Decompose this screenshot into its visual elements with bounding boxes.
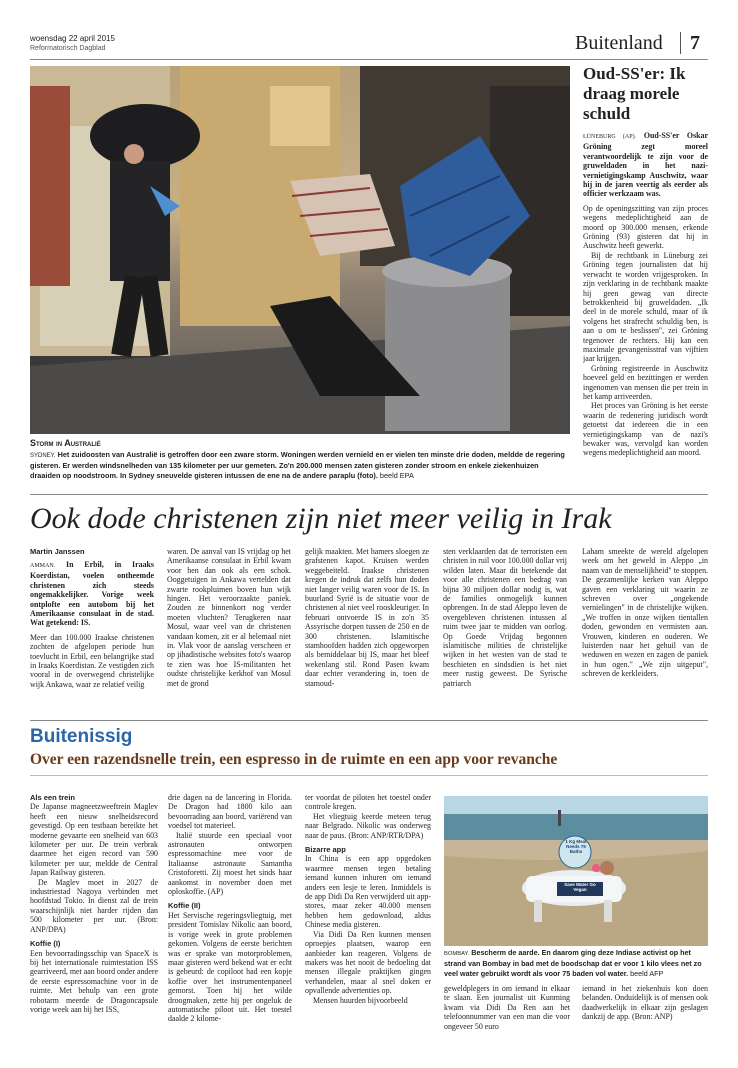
buitenissig-heading: Koffie (I) [30,939,61,949]
subsection-rule [30,775,708,776]
irak-paragraph: waren. De aanval van IS vrijdag op het Amerikaanse consulaat in Erbil kwam voor hen dan ook als een schok. Ooggetuigen in Ankawa vertelden dat zwarte rookpluimen boven hun wijk hingen. Het veroorzaakte paniek. Zouden ze binnenkort nog verder moeten vluchten? Terugkeren naar Mosul, waar veel van de christenen vandaan komen, zit er al helemaal niet in. Vlak voor de aanslag verscheen er op jihadistische websites foto's waarop te zien was hoe IS-militanten het oudste christelijke kerkhof van Mosul met de grond [167,547,291,688]
buitenissig-paragraph: geweldplegers in om iemand in elkaar te slaan. Een journalist uit Kunming kwam via Didi Da Ren aan het telefoonnummer van een man die voor ongeveer 50 euro [444,984,570,1031]
irak-headline: Ook dode christenen zijn niet meer veilig in Irak [30,502,612,535]
buitenissig-col-4 [444,984,570,1044]
storm-caption-text: Het zuidoosten van Australië is getroffen door een zware storm. Woningen werden vernield en er vielen ten minste drie doden, meldde de regering gisteren. Er werden windsnelheden van 135 kilometer per uur gemeten. Zo'n 200.000 mensen zaten gisteren zonder stroom en enkele ziekenhuizen draaiden op noodstroom. In Sydney sneuvelde gisteren intussen de ene na de andere paraplu (foto). [30,450,565,480]
ss-lead-text: Oud-SS'er Oskar Gröning zegt moreel verantwoordelijk te zijn voor de gruweldaden in het nazi-vernietigingskamp Auschwitz, waar hij in de jaren veertig als eerder als officier werkzaam was. [583,131,708,199]
buitenissig-paragraph: De Japanse magneetzweeftrein Maglev heeft een nieuw snelheidsrecord gevestigd. Op een testbaan bereikte het moderne gevaarte een snelheid van 603 kilometer per uur. De trein verbrak daarmee het eigen record van 590 kilometer per uur, meldde de Central Japan Railway gisteren. [30,802,158,878]
irak-lead [30,560,154,628]
irak-lead-text: In Erbil, in Iraaks Koerdistan, voelen ontheemde christenen zich steeds ongemakkelijker. Vorige week ontplofte een autobom bij het Amerikaanse consulaat in de stad. [30,560,154,619]
irak-paragraph: sten verklaarden dat de terroristen een christen in ruil voor 100.000 dollar vrij wilden laten. Maar dit betekende dat voor alle christenen een bedrag van bijna 30 miljoen dollar nodig is, wat de families onmogelijk kunnen opbrengen. In de stad Aleppo leven de overgebleven christenen intussen al ruim twee jaar te midden van oorlog. Op Goede Vrijdag begonnen islamitische milities de christelijke wijken in het westen van de stad te beschieten en sindsdien is het niet meer rustig geweest. De Syrische patriarch [443,547,567,688]
irak-author: Martin Janssen [30,547,85,556]
bathtub-tub-text: Save Water Go Vegan [564,882,596,892]
section-rule [30,494,708,495]
bathtub-caption-credit: beeld AFP [630,968,664,978]
ss-lead [583,131,708,199]
irak-col-2 [167,547,291,717]
irak-lead-tail: Wat getekend: IS. [30,618,91,628]
irak-col-3 [305,547,429,717]
bathtub-sign-text: 1 Kg Meat Needs 75 Baths [565,839,587,854]
storm-photo-drawing [30,66,570,434]
ss-dateline: LÜNEBURG (AP). [583,134,637,140]
irak-col-5 [582,547,708,717]
buitenissig-paragraph: Italië stuurde een speciaal voor astronauten ontworpen espressomachine mee voor de Italiaanse astronaute Samantha Cristoforetti. Zij moest het sinds haar aankomst in november doen met oploskoffie. (AP) [168,830,292,897]
ss-title: Oud-SS'er: Ik draag morele schuld [583,64,686,123]
bathtub-caption-place: BOMBAY. [444,951,470,957]
irak-paragraph: gelijk maakten. Met hamers sloegen ze grafstenen kapot. Kruisen werden weggebeiteld. Iraakse christenen kregen de indruk dat zelfs hun doden niet langer veilig waren voor de IS. In buurland Syrië is de situatie voor de christenen al niet veel rooskleuriger. In februari ontvoerde IS in zo'n 35 Assyrische dorpen tussen de 250 en de 300 christenen. Islamitische stamhoofden hadden zich opgeworpen als bemiddelaar bij IS, maar het bleef wekenlang stil. Rond Pasen kwam daar echter verandering in, toen de stamoud- [305,547,429,688]
storm-caption [30,450,570,480]
buitenissig-paragraph: iemand in het ziekenhuis kon doen belanden. Onduidelijk is of mensen ook daadwerkelijk in elkaar zijn geslagen dankzij de app. (Bron: ANP) [582,984,708,1022]
irak-col-4 [443,547,567,717]
bathtub-photo [444,796,708,946]
buitenissig-heading: Bizarre app [305,845,346,855]
irak-paragraph: Meer dan 100.000 Iraakse christenen zochten de afgelopen periode hun toevlucht in Erbil, een belangrijke stad in Iraaks Koerdistan. Ze vestigden zich vooral in de overwegend christelijke wijk Ankawa, waar ze relatief veilig [30,632,154,689]
storm-caption-title: Storm in Australië [30,438,101,448]
header-paper: Reformatorisch Dagblad [30,45,106,52]
buitenissig-paragraph: ter voordat de piloten het toestel onder controle kregen. [305,793,431,812]
page-number: 7 [690,32,700,54]
buitenissig-col-2 [168,793,292,1043]
buitenissig-paragraph: Mensen huurden bijvoorbeeld [313,995,408,1005]
buitenissig-paragraph: Een bevoorradingsschip van SpaceX is bij het internationale ruimtestation ISS gearriveerd, met aan boord onder andere de eerste espressomachine voor in de ruimte. Met behulp van een grote robotarm meerde de Dragoncapsule vorige week aan bij het ISS, [30,948,158,1014]
header-rule [30,59,708,60]
ss-paragraph: Gröning registreerde in Auschwitz hoeveel geld en bezittingen er werden ingenomen van mensen die per trein in het kamp arriveerden. [583,363,708,401]
bathtub-caption-text: Bescherm de aarde. En daarom ging deze Indiase activist op het strand van Bombay in bad met de boodschap dat er voor 1 kilo vlees net zo veel water gebruikt wordt als voor 75 baden vol water. [444,948,702,978]
buitenissig-col-5 [582,984,708,1044]
buitenissig-heading: Koffie (II) [168,901,201,911]
ss-paragraph: Op de openingszitting van zijn proces wegens medeplichtigheid aan de moord op 300.000 mensen, erkende Gröning (93) gisteren dat hij in Auschwitz heeft gewerkt. [583,203,708,251]
irak-dateline: AMMAN. [30,563,56,569]
storm-caption-place: SYDNEY. [30,453,56,459]
buitenissig-paragraph: drie dagen na de lancering in Florida. De Dragon had 1800 kilo aan bevoorrading aan boord, variërend van voedsel tot materieel. [168,793,292,831]
buitenissig-subtitle: Over een razendsnelle trein, een espresso in de ruimte en een app voor revanche [30,751,558,768]
ss-article [583,131,708,481]
header-date: woensdag 22 april 2015 [30,34,115,43]
header-divider [680,32,681,54]
buitenissig-paragraph: De Maglev moet in 2027 de industriestad Nagoya verbinden met hoofdstad Tokio. In dienst zal de trein waarschijnlijk niet harder rijden dan 500 kilometer per uur. (Bron: ANP/DPA) [30,877,158,934]
ss-paragraph: Bij de rechtbank in Lüneburg zei Gröning tegen journalisten dat hij verwacht te worden vrijgesproken. In zijn verklaring in de rechtbank maakte hij geen gewag van directe betrokkenheid bij gruweldaden. „Ik deel in de morele schuld, maar of ik volgens het strafrecht schuldig ben, is aan u om te beslissen", zei Gröning tegenover de rechters. Hij kan een maximale gevangenisstraf van vijftien jaar krijgen. [583,250,708,364]
ss-paragraph: Het proces van Gröning is het eerste waarin de redenering juridisch wordt getoetst dat iedereen die in een vernietigingskamp van de nazi's bewaker was, vervolgd kan worden wegens medeplichtigheid aan moord. [583,401,708,458]
bathtub-photo-drawing [444,796,708,946]
buitenissig-paragraph: In China is een app opgedoken waarmee mensen tegen betaling iemand kunnen inhuren om iemand anders een lesje te leren. Inmiddels is de app Didi Da Ren verwijderd uit app-stores, maar zeker 40.000 mensen hebben hem gedownload, aldus Chinese media gisteren. [305,854,431,930]
irak-col-1 [30,560,154,720]
buitenissig-paragraph: Via Didi Da Ren kunnen mensen oproepjes plaatsen, waarop een aanbieder kan reageren. Volgens de makers was het nooit de bedoeling dat mensen illegale praktijken gingen verhandelen, maar al snel doken er opvallende advertenties op. [305,929,431,996]
storm-caption-credit: beeld EPA [379,470,414,480]
buitenissig-title: Buitenissig [30,726,133,747]
section-rule [30,720,708,721]
irak-paragraph: Laham smeekte de wereld afgelopen week om het geweld in Aleppo „in naam van de menselijkheid" te stoppen. De gezamenlijke kerken van Aleppo gaven een verklaring uit waarin ze schreven over „ongekende vernielingen" in de christelijke wijken. „We troffen in onze wijken tientallen doden, gewonden en vermisten aan. Vrouwen, kinderen en ouderen. We luisterden naar het gehuil van de weduwen en wezen en zagen de paniek in hun ogen." „We zijn uitgeput", schreven de kerkleiders. [582,547,708,679]
storm-photo [30,66,570,434]
buitenissig-col-3 [305,793,431,1043]
buitenissig-paragraph: Het Servische regeringsvliegtuig, met president Tomislav Nikolic aan boord, is vorige week in grote problemen gekomen. Volgens de eerste berichten was er sprake van motorproblemen, maar gisteren werd bekend wat er echt is gebeurd: de copiloot had een kopje koffie over het instrumentenpaneel gemorst. Toen hij het wilde droogmaken, zette hij per ongeluk de automatische piloot uit. Het toestel daalde 2 kilome- [168,910,292,1024]
section-title: Buitenland [575,32,663,54]
buitenissig-paragraph: Het vliegtuig keerde meteen terug naar Belgrado. Nikolic was onderweg naar de paus. (Bron: ANP/RTR/DPA) [305,811,431,840]
buitenissig-heading: Als een trein [30,793,76,802]
buitenissig-col-1 [30,793,158,1043]
bathtub-caption [444,948,708,978]
